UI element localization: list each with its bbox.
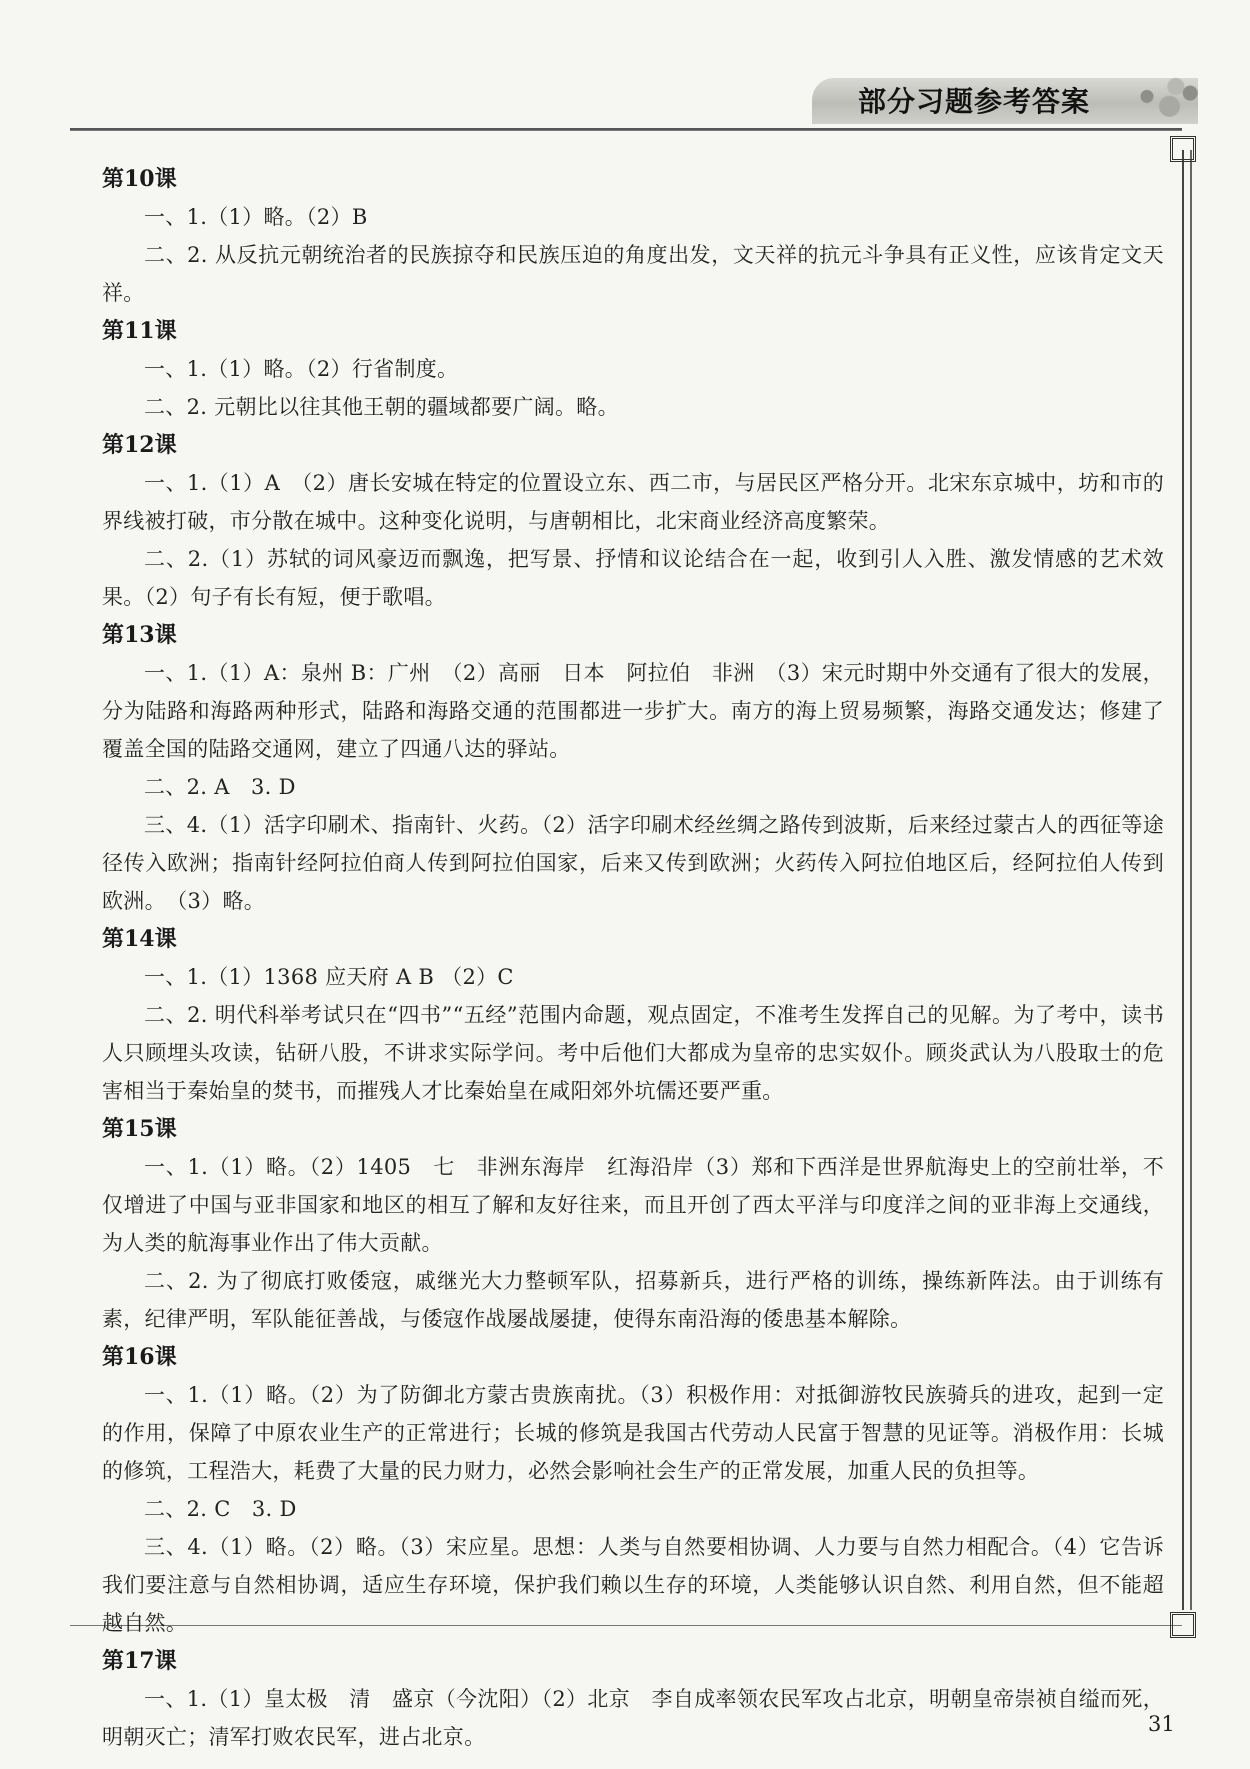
answer-paragraph: 三、4.（1）活字印刷术、指南针、火药。（2）活字印刷术经丝绸之路传到波斯，后来经过蒙古人的西征等途径传入欧洲；指南针经阿拉伯商人传到阿拉伯国家，后来又传到欧洲；火药传入阿拉伯地区后，经阿拉伯人传到欧洲。 （3）略。: [102, 813, 1164, 913]
lesson-section: [102, 920, 1164, 1110]
frame-corner-ornament: [1170, 1612, 1196, 1638]
answer-paragraph: 二、2. A 3. D: [144, 775, 296, 799]
answer-paragraph: 二、2. 从反抗元朝统治者的民族掠夺和民族压迫的角度出发，文天祥的抗元斗争具有正义性，应该肯定文天祥。: [102, 243, 1164, 305]
answer-paragraph: 一、1.（1）略。（2）B: [144, 205, 368, 229]
answer-paragraph: 一、1.（1）A：泉州 B：广州 （2）高丽 日本 阿拉伯 非洲 （3）宋元时期中外交通有了很大的发展，分为陆路和海路两种形式，陆路和海路交通的范围都进一步扩大。南方的海上贸易频繁，海路交通发达；修建了覆盖全国的陆路交通网，建立了四通八达的驿站。: [102, 661, 1164, 761]
answer-paragraph: 一、1.（1）A （2）唐长安城在特定的位置设立东、西二市，与居民区严格分开。北宋东京城中，坊和市的界线被打破，市分散在城中。这种变化说明，与唐朝相比，北宋商业经济高度繁荣。: [102, 471, 1164, 533]
lesson-title: 第11课: [102, 318, 177, 344]
answer-paragraph: 一、1.（1）略。（2）1405 七 非洲东海岸 红海沿岸（3）郑和下西洋是世界航海史上的空前壮举，不仅增进了中国与亚非国家和地区的相互了解和友好往来，而且开创了西太平洋与印度洋之间的亚非海上交通线，为人类的航海事业作出了伟大贡献。: [102, 1155, 1164, 1255]
lesson-title: 第16课: [102, 1344, 177, 1370]
answer-paragraph: 三、4.（1）略。（2）略。（3）宋应星。思想：人类与自然要相协调、人力要与自然力相配合。（4）它告诉我们要注意与自然相协调，适应生存环境，保护我们赖以生存的环境，人类能够认识自然、利用自然，但不能超越自然。: [102, 1535, 1164, 1635]
lesson-section: [102, 160, 1164, 312]
lesson-title: 第15课: [102, 1116, 177, 1142]
answer-paragraph: 一、1.（1）皇太极 清 盛京（今沈阳）（2）北京 李自成率领农民军攻占北京，明朝皇帝崇祯自缢而死，明朝灭亡；清军打败农民军，进占北京。: [102, 1687, 1164, 1749]
lesson-title: 第13课: [102, 622, 177, 648]
page-number: 31: [1148, 1712, 1175, 1736]
answer-paragraph: 一、1.（1）略。（2）为了防御北方蒙古贵族南扰。（3）积极作用：对抵御游牧民族骑兵的进攻，起到一定的作用，保障了中原农业生产的正常进行；长城的修筑是我国古代劳动人民富于智慧的见证等。消极作用：长城的修筑，工程浩大，耗费了大量的民力财力，必然会影响社会生产的正常发展，加重人民的负担等。: [102, 1383, 1164, 1483]
answer-paragraph: 二、2. 明代科举考试只在“四书”“五经”范围内命题，观点固定，不准考生发挥自己的见解。为了考中，读书人只顾埋头攻读，钻研八股，不讲求实际学问。考中后他们大都成为皇帝的忠实奴仆。顾炎武认为八股取士的危害相当于秦始皇的焚书，而摧残人才比秦始皇在咸阳郊外坑儒还要严重。: [102, 1003, 1164, 1103]
lesson-title: 第10课: [102, 166, 177, 192]
answer-paragraph: 一、1.（1）1368 应天府 A B （2）C: [144, 965, 514, 989]
cloud-ornament-icon: [1120, 70, 1210, 136]
lesson-section: [102, 426, 1164, 616]
answer-paragraph: 二、2. 为了彻底打败倭寇，戚继光大力整顿军队，招募新兵，进行严格的训练，操练新阵法。由于训练有素，纪律严明，军队能征善战，与倭寇作战屡战屡捷，使得东南沿海的倭患基本解除。: [102, 1269, 1164, 1331]
frame-right-border: [1182, 150, 1192, 1610]
lesson-title: 第17课: [102, 1648, 177, 1674]
answer-paragraph: 一、1.（1）略。（2）行省制度。: [144, 357, 459, 381]
answer-paragraph: 二、2. C 3. D: [144, 1497, 297, 1521]
answer-paragraph: 二、2.（1）苏轼的词风豪迈而飘逸，把写景、抒情和议论结合在一起，收到引人入胜、激发情感的艺术效果。（2）句子有长有短，便于歌唱。: [102, 547, 1164, 609]
lesson-section: [102, 616, 1164, 920]
answer-paragraph: 二、2. 元朝比以往其他王朝的疆域都要广阔。略。: [144, 395, 619, 419]
answer-content: [102, 160, 1164, 1756]
frame-corner-ornament: [1170, 136, 1196, 162]
lesson-section: [102, 1338, 1164, 1642]
lesson-section: [102, 312, 1164, 426]
lesson-section: [102, 1110, 1164, 1338]
frame-top-border: [70, 128, 1182, 131]
lesson-title: 第12课: [102, 432, 177, 458]
lesson-section: [102, 1642, 1164, 1756]
lesson-title: 第14课: [102, 926, 177, 952]
page-header-title: 部分习题参考答案: [858, 85, 1091, 118]
